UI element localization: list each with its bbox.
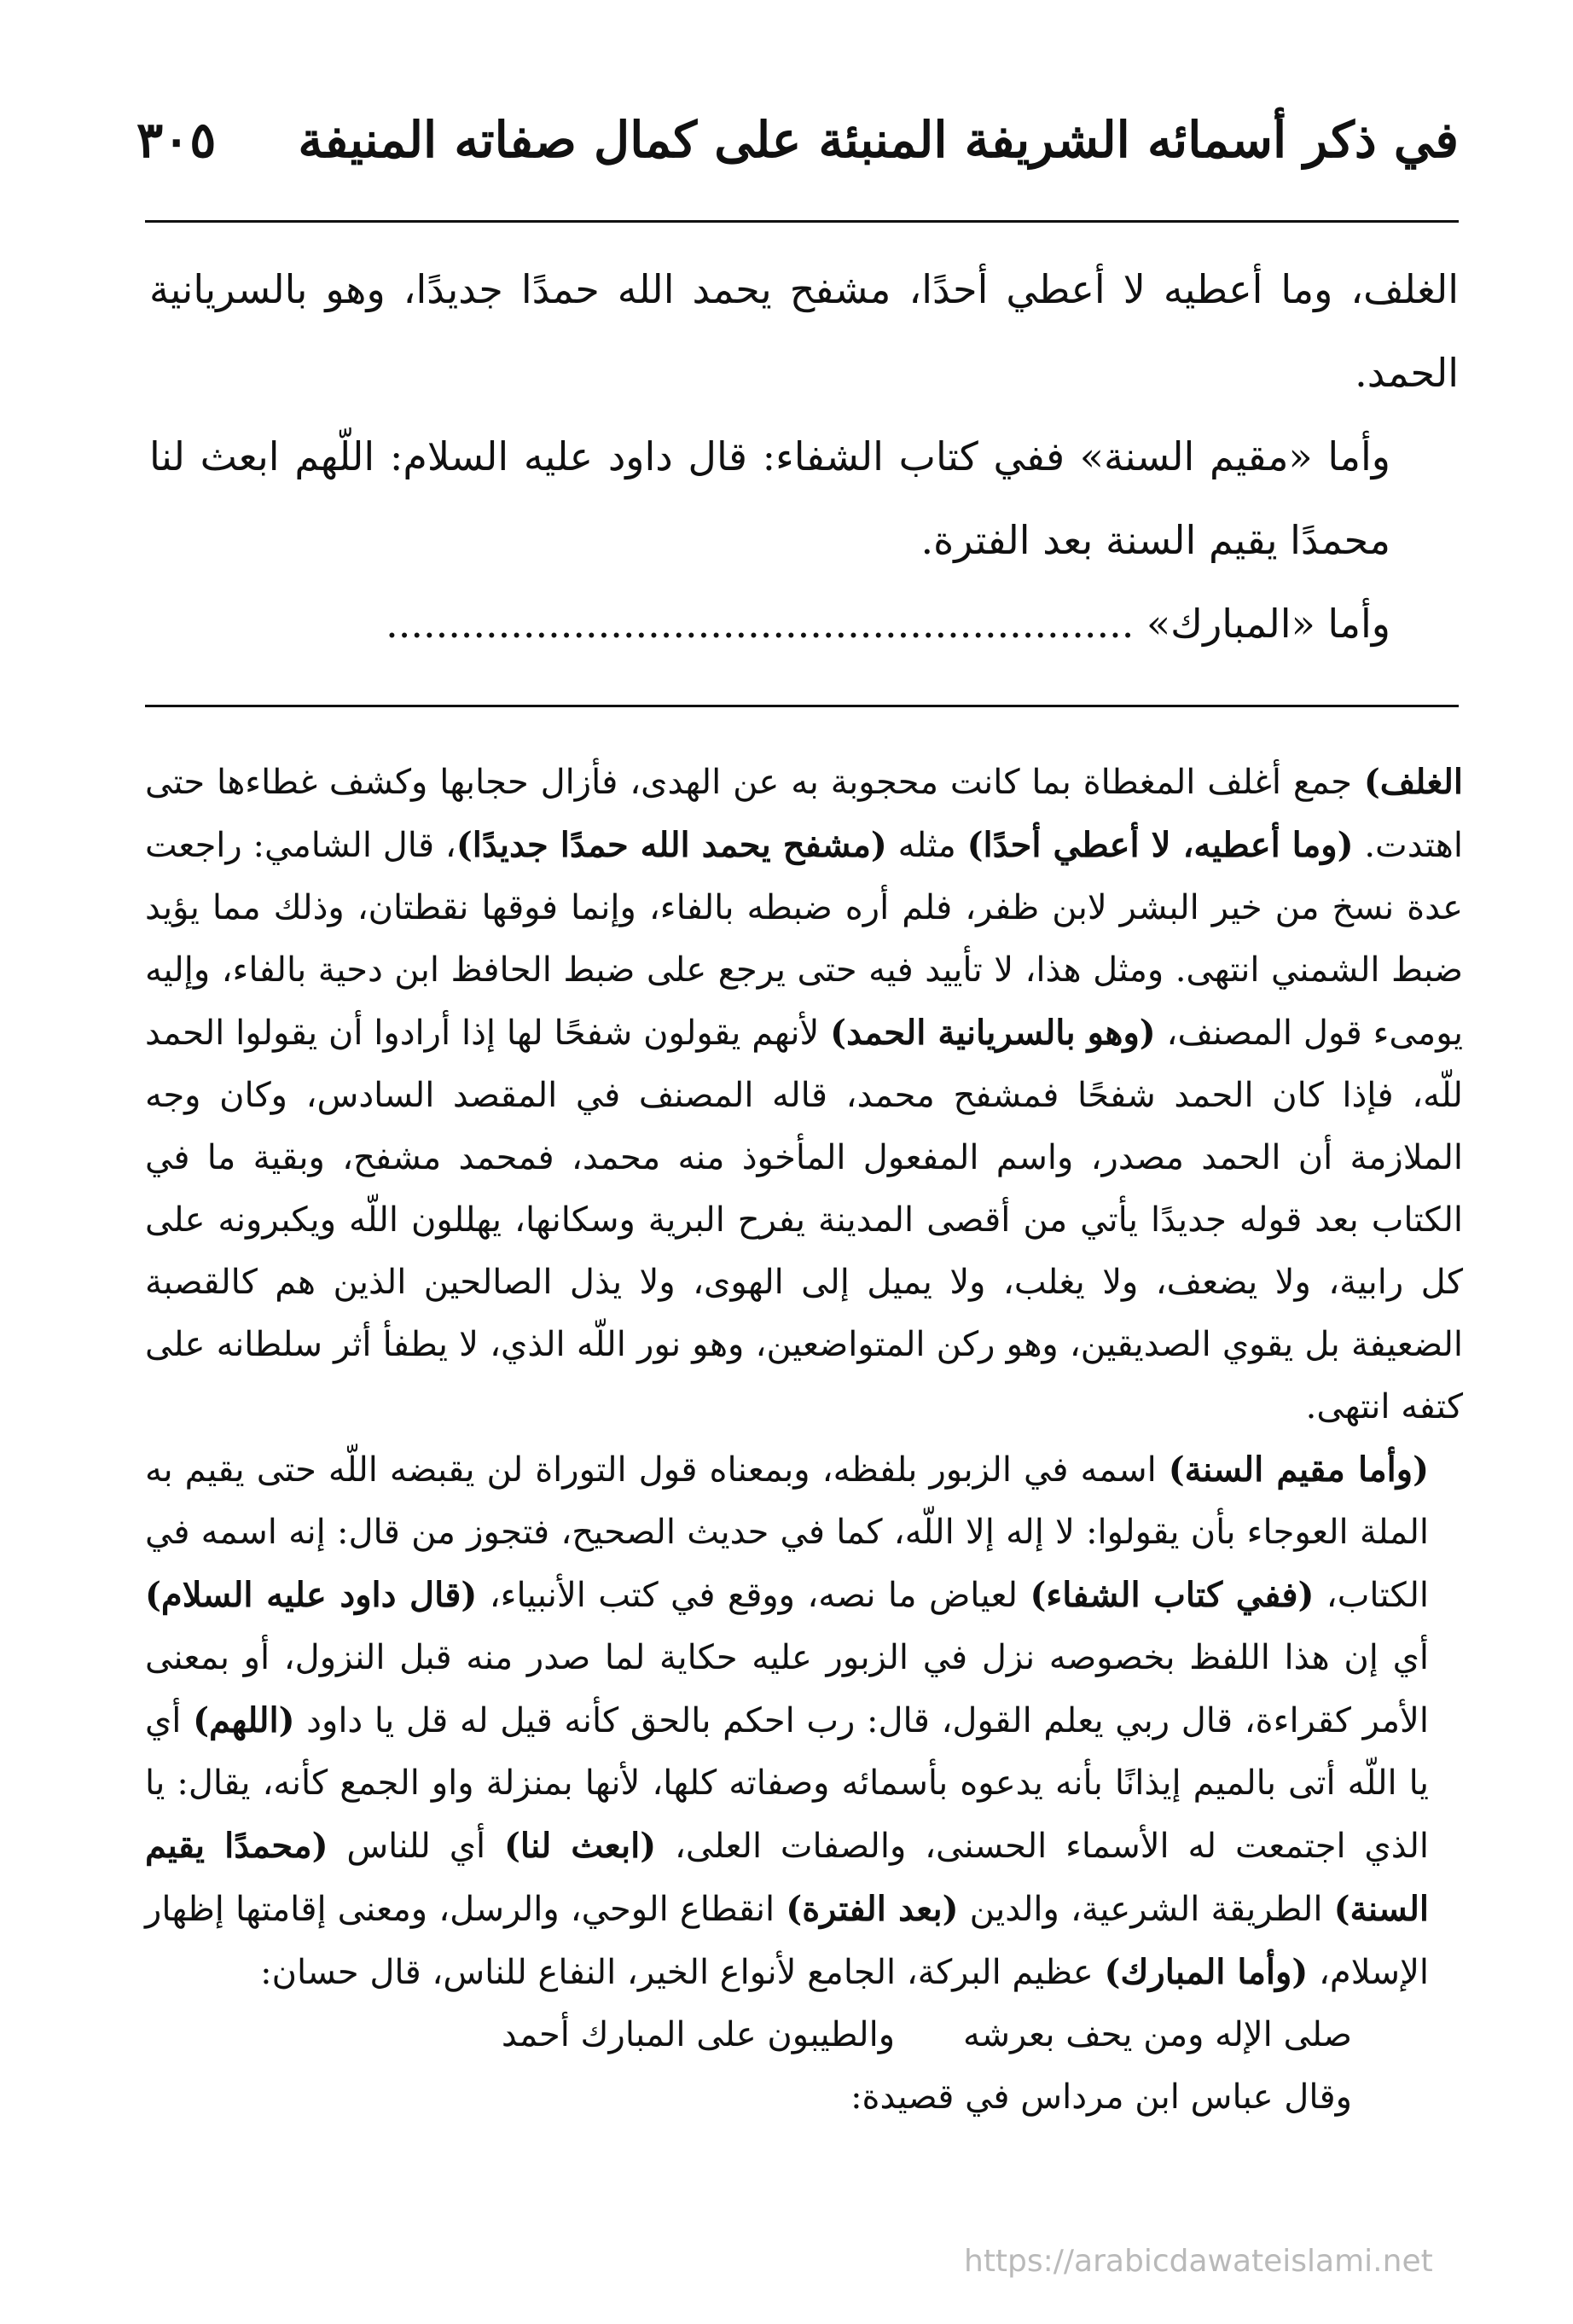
commentary-text: اسمه في الزبور بلفظه، وبمعناه قول التوراة لن يقبضه اللّه حتى يقيم به الملة العوجاء بأن يقولوا: لا إله إلا اللّه، كما في حديث الصحيح، فتجوز من قال: إنه اسمه في الكتاب، [145,1450,1430,1615]
lemma-bold: (اللهم) [193,1700,295,1740]
header-divider [145,220,1459,223]
lemma-bold: (وأما مقيم السنة) [1168,1450,1429,1490]
commentary-text: مثله [886,826,967,865]
commentary-text: ، قال الشامي: راجعت عدة نسخ من خير البشر لابن ظفر، فلم أره ضبطه بالفاء، وإنما فوقها نقطتان، وذلك مما يؤيد ضبط الشمني انتهى. ومثل هذا، لا تأييد فيه حتى يرجع على ضبط الحافظ ابن دحية بالفاء، وإليه يومىء قول المصنف، [145,826,1463,1053]
main-text-block [149,247,1459,665]
commentary-text: أي للناس [328,1827,504,1866]
poem-hemistich: صلى الإله ومن يحف بعرشه [963,2015,1352,2054]
commentary-text: أي إن هذا اللفظ بخصوصه نزل في الزبور عليه حكاية لما صدر منه قبل النزول، أو بمعنى الأمر كقراءة، قال ربي يعلم القول، قال: رب احكم بالحق كأنه قيل له قل يا داود [145,1638,1429,1740]
running-title: في ذكر أسمائه الشريفة المنبئة على كمال صفاته المنيفة [298,111,1459,169]
commentary-text: لعياض ما نصه، ووقع في كتب الأنبياء، [477,1576,1030,1615]
lemma-bold: (محمدًا يقيم السنة) [145,1826,1429,1929]
main-paragraph: وأما «مقيم السنة» ففي كتاب الشفاء: قال داود عليه السلام: اللّهم ابعث لنا محمدًا يقيم السنة بعد الفترة. [149,433,1390,563]
lemma-bold: (بعد الفترة) [786,1889,959,1929]
lemma-bold: (ففي كتاب الشفاء) [1030,1575,1315,1615]
commentary-text: الطريقة الشرعية، والدين [958,1890,1334,1929]
lemma-bold: (قال داود عليه السلام) [145,1575,478,1615]
page-number: ٣٠٥ [136,111,217,169]
poem-verse [145,2004,1463,2066]
poem-hemistich: والطيبون على المبارك أحمد [501,2015,896,2054]
page-header [128,111,1459,188]
commentary-paragraph [145,751,1463,1438]
lemma-bold: الغلف) [1363,762,1463,802]
lemma-bold: (ابعث لنا) [503,1826,657,1866]
commentary-text: انقطاع الوحي، والرسل، ومعنى إقامتها إظهار الإسلام، [145,1890,1429,1992]
commentary-closing-line: وقال عباس ابن مرداس في قصيدة: [850,2077,1352,2117]
main-paragraph: وأما «المبارك» ............................................................ [386,601,1390,647]
commentary-text: جمع أغلف المغطاة بما كانت محجوبة به عن الهدى، فأزال حجابها وكشف غطاءها حتى اهتدت. [145,763,1463,865]
watermark-url: https://arabicdawateislami.net [964,2244,1433,2279]
lemma-bold: (وهو بالسريانية الحمد) [830,1013,1156,1053]
commentary-divider [145,705,1459,707]
commentary-text: أي يا اللّه أتى بالميم إيذانًا بأنه يدعوه بأسمائه وصفاته كلها، لأنها بمنزلة واو الجمع كأنه، يقال: يا الذي اجتمعت له الأسماء الحسنى، والصفات العلى، [145,1701,1429,1866]
main-paragraph: الغلف، وما أعطيه لا أعطي أحدًا، مشفح يحمد الله حمدًا جديدًا، وهو بالسريانية الحمد. [149,266,1459,396]
commentary-block [145,751,1463,2129]
lemma-bold: (وما أعطيه، لا أعطي أحدًا) [966,825,1354,865]
lemma-bold: (مشفح يحمد الله حمدًا جديدًا) [456,825,887,865]
lemma-bold: (وأما المبارك) [1104,1952,1309,1992]
commentary-paragraph [145,1438,1463,2004]
commentary-text: عظيم البركة، الجامع لأنواع الخير، النفاع للناس، قال حسان: [260,1953,1105,1992]
commentary-text: لأنهم يقولون شفحًا لها إذا أرادوا أن يقولوا الحمد للّه، فإذا كان الحمد شفحًا فمشفح محمد، قاله المصنف في المقصد السادس، وكان وجه الملازمة أن الحمد مصدر، واسم المفعول المأخوذ منه محمد، فمحمد مشفح، وبقية ما في الكتاب بعد قوله جديدًا يأتي من أقصى المدينة يفرح البرية وسكانها، يهللون اللّه ويكبرونه على كل رابية، ولا يضعف، ولا يغلب، ولا يميل إلى الهوى، ولا يذل الصالحين الذين هم كالقصبة الضعيفة بل يقوي الصديقين، وهو ركن المتواضعين، وهو نور اللّه الذي، لا يطفأ أثر سلطانه على كتفه انتهى. [145,1014,1463,1426]
